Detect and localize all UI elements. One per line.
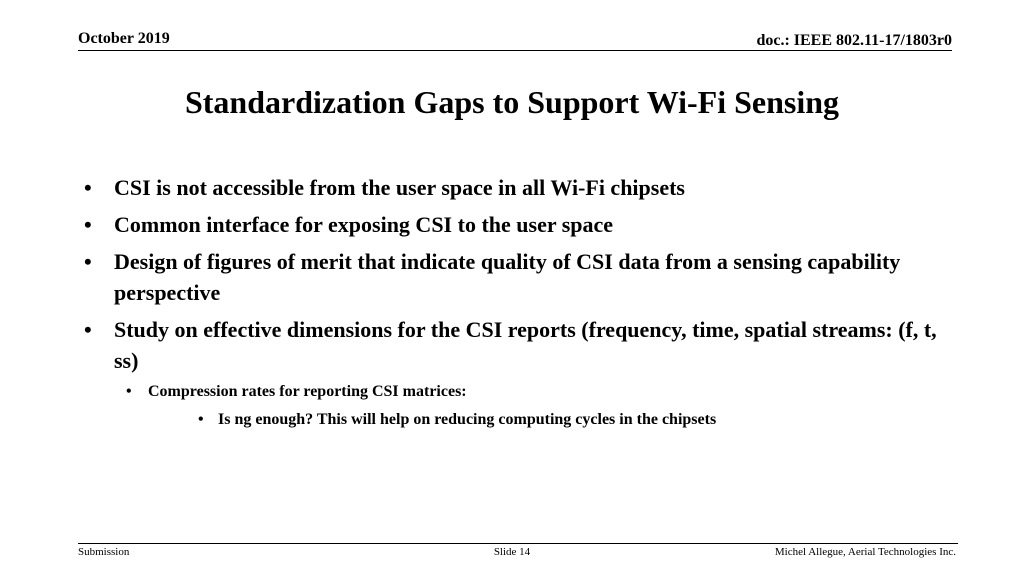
footer-divider: [78, 543, 958, 544]
bullet-csi-access: • CSI is not accessible from the user space in all Wi-Fi chipsets: [84, 172, 954, 203]
bullet-figures-of-merit: • Design of figures of merit that indicate quality of CSI data from a sensing capability perspective: [84, 246, 954, 308]
header-divider: [78, 50, 952, 51]
bullet-list: [84, 172, 954, 432]
bullet-common-interface: • Common interface for exposing CSI to the user space: [84, 209, 954, 240]
footer-submission: Submission: [78, 546, 130, 558]
sub-bullet-compression: • Compression rates for reporting CSI matrices:: [126, 380, 954, 404]
sub-sub-bullet-ng: • Is ng enough? This will help on reducing computing cycles in the chipsets: [198, 408, 954, 432]
bullet-effective-dimensions: • Study on effective dimensions for the CSI reports (frequency, time, spatial streams: (f, t, ss): [84, 314, 954, 376]
footer-slide-number: Slide 14: [493, 546, 531, 558]
header-date: October 2019: [78, 30, 170, 47]
slide-title: Standardization Gaps to Support Wi-Fi Sensing: [184, 84, 840, 120]
header-doc-id: doc.: IEEE 802.11-17/1803r0: [756, 32, 952, 49]
footer-author: Michel Allegue, Aerial Technologies Inc.: [774, 546, 956, 558]
